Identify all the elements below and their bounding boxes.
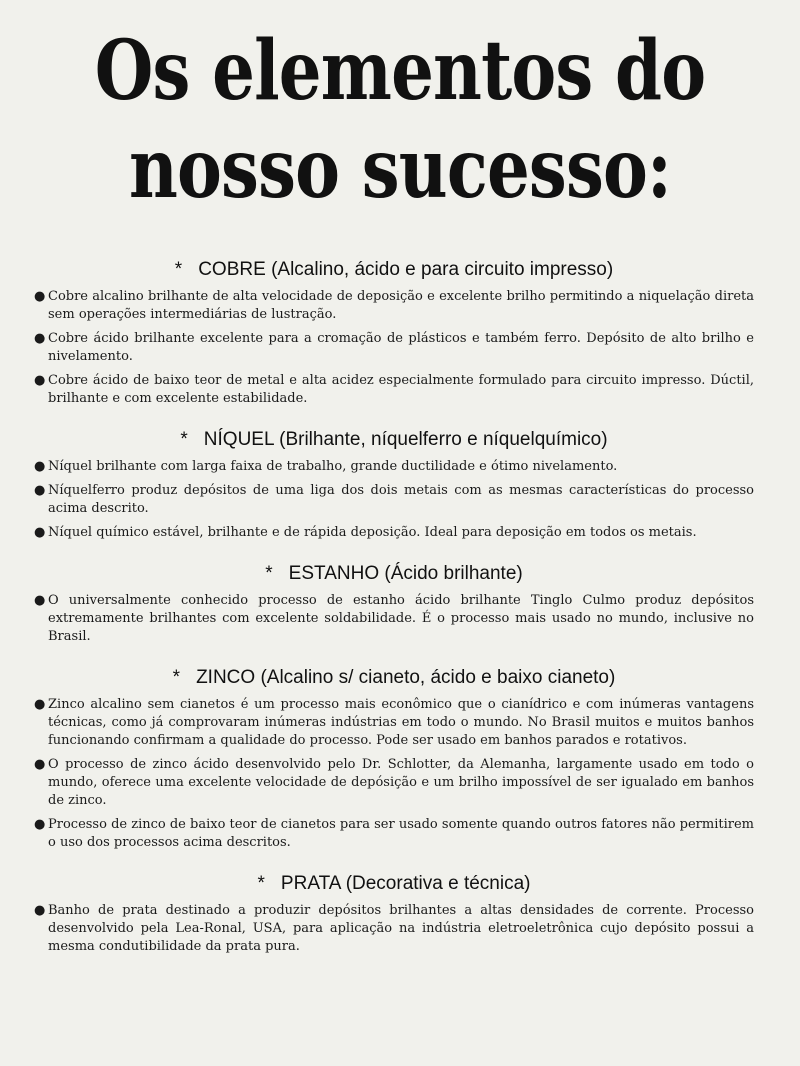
list-item [34,330,754,366]
item-text: Níquel brilhante com larga faixa de trabalho, grande ductilidade e ótimo nivelamento. [48,459,618,474]
section-name: NÍQUEL [203,429,274,450]
section-description: (Brilhante, níquelferro e níquelquímico) [279,429,608,450]
list-item [34,458,754,476]
item-text: Níquel químico estável, brilhante e de rápida deposição. Ideal para deposição em todos os metais. [48,525,697,540]
page-title-line-2: nosso sucesso: [128,121,672,217]
section-description: (Decorativa e técnica) [345,873,531,894]
section-heading [34,872,754,896]
bullet-icon: ● [34,757,46,772]
list-item [34,816,754,852]
section-zinco [34,666,754,852]
bullet-icon: ● [34,331,46,346]
item-text: Cobre alcalino brilhante de alta velocidade de deposição e excelente brilho permitindo a niquelação direta sem operações intermediárias de lustração. [48,289,754,322]
section-description: (Alcalino s/ cianeto, ácido e baixo cianeto) [260,667,616,688]
section-prata [34,872,754,956]
list-item [34,372,754,408]
asterisk-icon: * [172,667,181,688]
section-name: COBRE [198,259,266,280]
item-text: Processo de zinco de baixo teor de cianetos para ser usado somente quando outros fatores não permitirem o uso dos processos acima descritos. [48,817,754,850]
bullet-icon: ● [34,697,46,712]
bullet-icon: ● [34,903,46,918]
asterisk-icon: * [180,429,188,450]
list-item [34,592,754,646]
item-text: Níquelferro produz depósitos de uma liga dos dois metais com as mesmas características do processo acima descrito. [48,483,754,516]
section-name: ZINCO [196,667,256,688]
bullet-icon: ● [34,483,46,498]
section-heading [34,428,754,452]
item-text: O processo de zinco ácido desenvolvido pelo Dr. Schlotter, da Alemanha, largamente usado em todo o mundo, oferece uma excelente velocidade de depósição e um brilho impossível de ser igualado em banhos de zinco. [48,757,754,808]
section-description: (Alcalino, ácido e para circuito impresso) [271,259,614,280]
section-name: ESTANHO [288,563,380,584]
asterisk-icon: * [265,563,273,584]
item-text: Zinco alcalino sem cianetos é um processo mais econômico que o cianídrico e com inúmeras vantagens técnicas, como já comprovaram inúmeras indústrias em todo o mundo. No Brasil muitos e muitos banhos funcionando confirmam a qualidade do processo. Pode ser usado em banhos parados e rotativos. [48,697,754,748]
item-text: O universalmente conhecido processo de estanho ácido brilhante Tinglo Culmo produz depósitos extremamente brilhantes com excelente soldabilidade. É o processo mais usado no mundo, inclusive no Brasil. [48,593,754,644]
list-item [34,696,754,750]
section-name: PRATA [280,873,341,894]
bullet-icon: ● [34,289,46,304]
list-item [34,288,754,324]
section-heading [34,258,754,282]
bullet-icon: ● [34,373,46,388]
list-item [34,756,754,810]
bullet-icon: ● [34,459,46,474]
list-item [34,902,754,956]
list-item [34,524,754,542]
bullet-icon: ● [34,817,46,832]
section-heading [34,562,754,586]
page-title [72,22,728,218]
asterisk-icon: * [174,259,183,280]
item-text: Cobre ácido brilhante excelente para a cromação de plásticos e também ferro. Depósito de alto brilho e nivelamento. [48,331,754,364]
list-item [34,482,754,518]
item-text: Banho de prata destinado a produzir depósitos brilhantes a altas densidades de corrente. Processo desenvolvido pela Lea-Ronal, USA, para aplicação na indústria eletroeletrônica cujo depósito possui a mesma condutibilidade da prata pura. [48,903,754,954]
asterisk-icon: * [257,873,265,894]
section-description: (Ácido brilhante) [384,563,523,584]
section-niquel [34,428,754,542]
section-cobre [34,258,754,408]
page-title-line-1: Os elementos do [94,23,706,119]
item-text: Cobre ácido de baixo teor de metal e alta acidez especialmente formulado para circuito impresso. Dúctil, brilhante e com excelente estabilidade. [48,373,754,406]
bullet-icon: ● [34,525,46,540]
bullet-icon: ● [34,593,46,608]
section-heading [34,666,754,690]
section-estanho [34,562,754,646]
content [34,258,754,962]
